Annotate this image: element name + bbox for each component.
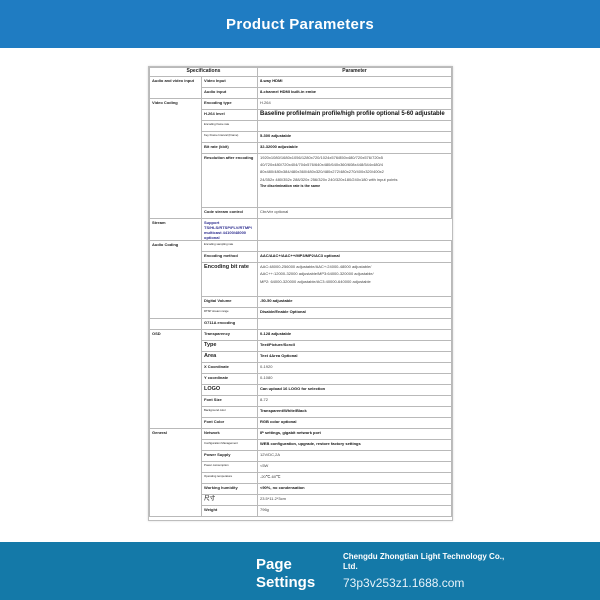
spec-item-cell: Background color: [202, 407, 258, 418]
spec-value-cell: 8-way HDMI: [258, 77, 452, 88]
spec-item-cell: Working humidity: [202, 484, 258, 495]
category-cell: Audio and video input: [150, 77, 202, 99]
spec-item-cell: Digital Volume: [202, 297, 258, 308]
param-header: Parameter: [258, 68, 452, 77]
spec-item-cell: Video Input: [202, 77, 258, 88]
company-name: Chengdu Zhongtian Light Technology Co., Ltd.: [343, 552, 505, 571]
spec-item-cell: Encoding method: [202, 252, 258, 263]
footer-title: Page Settings: [256, 556, 316, 591]
category-cell: Video Coding: [150, 99, 202, 219]
spec-value-cell: 0-1920: [258, 363, 452, 374]
spec-item-cell: Encoding frame rate: [202, 121, 258, 132]
table-row: [150, 319, 452, 330]
spec-value-cell: RGB color optional: [258, 418, 452, 429]
spec-item-cell: LOGO: [202, 385, 258, 396]
spec-item-cell: Type: [202, 341, 258, 352]
spec-value-cell: H.264: [258, 99, 452, 110]
category-cell: General: [150, 429, 202, 517]
spec-value-cell: AAC/AAC+/AAC++/MP3/MP2/AC3 optional: [258, 252, 452, 263]
spec-item-cell: Network: [202, 429, 258, 440]
spec-value-cell: <5W: [258, 462, 452, 473]
value-line: MP2: 64000-320000 adjustable/AC3:40000-640000 adjustable: [260, 278, 371, 284]
spec-sheet: [148, 66, 453, 521]
spec-item-cell: G711A encoding: [202, 319, 258, 330]
spec-value-cell: <90%, no condensation: [258, 484, 452, 495]
table-header-row: [150, 68, 452, 77]
spec-value-cell: Text/Picture/Scroll: [258, 341, 452, 352]
spec-value-cell: WEB configuration, upgrade, restore factory settings: [258, 440, 452, 451]
spec-value-cell: 0-128 adjustable: [258, 330, 452, 341]
spec-table: [149, 67, 452, 517]
spec-header: Specifications: [150, 68, 258, 77]
table-row: [150, 241, 452, 252]
spec-item-cell: 尺寸: [202, 495, 258, 506]
spec-value-cell: 796g: [258, 506, 452, 517]
spec-item-cell: Y coordinate: [202, 374, 258, 385]
spec-item-cell: Encoding type: [202, 99, 258, 110]
category-cell: OSD: [150, 330, 202, 429]
spec-value-cell: Disable/Enable Optional: [258, 308, 452, 319]
spec-item-cell: Audio input: [202, 88, 258, 99]
spec-item-cell: X Coordinate: [202, 363, 258, 374]
spec-item-cell: RTSP stream range: [202, 308, 258, 319]
spec-item-cell: Code stream control: [202, 208, 258, 219]
category-cell: [150, 319, 202, 330]
spec-item-cell: Font Color: [202, 418, 258, 429]
spec-item-cell: Operating temperature: [202, 473, 258, 484]
spec-value-cell: [258, 263, 452, 297]
value-line: 1920x1080/1680x1056/1280x720/1024x576/850x480/720x576/720x5: [260, 154, 383, 160]
page-header: [0, 0, 600, 48]
spec-value-cell: 5-300 adjustable: [258, 132, 452, 143]
spec-value-cell: 8-channel HDMI built-in embe: [258, 88, 452, 99]
value-line: 40/720x480/720x404/704x576/640x480/640x360/608x448/544x480/4: [260, 162, 383, 168]
spec-value-cell: [258, 121, 452, 132]
table-row: [150, 429, 452, 440]
spec-value-cell: Cbr/vbr optional: [258, 208, 452, 219]
table-row: [150, 77, 452, 88]
spec-value-cell: [258, 319, 452, 330]
table-row: [150, 219, 452, 241]
spec-value-cell: [258, 154, 452, 208]
spec-value-cell: 12V/DC,2A: [258, 451, 452, 462]
spec-value-cell: Baseline profile/main profile/high profile optional 5-60 adjustable: [258, 110, 452, 121]
footer-bar: [0, 542, 600, 600]
spec-value-cell: Transparent/White/Black: [258, 407, 452, 418]
spec-item-cell: Configuration Management: [202, 440, 258, 451]
table-row: [150, 330, 452, 341]
spec-item-cell: Bit rate (kbit): [202, 143, 258, 154]
value-line: AAC++:12000-32000 adjustable/MP3:64000-320000 adjustable/: [260, 271, 374, 277]
spec-item-cell: Area: [202, 352, 258, 363]
spec-value-cell: Text 4Area Optional: [258, 352, 452, 363]
value-line: 24/352x 480/352x 288/320x 256/320x 240/320x180/240x180 with input points: [260, 176, 398, 182]
spec-value-cell: 23.5*11.2*3cm: [258, 495, 452, 506]
value-line: AAC:48000-256000 adjustable/AAC+:24000-48000 adjustable/: [260, 264, 372, 270]
spec-item-cell: Stream: [150, 219, 202, 241]
spec-item-cell: Power Supply: [202, 451, 258, 462]
spec-item-cell: Transparency: [202, 330, 258, 341]
spec-value-cell: -50-50 adjustable: [258, 297, 452, 308]
spec-value-cell: Can upload 16 LOGO for selection: [258, 385, 452, 396]
spec-item-cell: Resolution after encoding: [202, 154, 258, 208]
spec-item-cell: Key Frame Interval (Frame): [202, 132, 258, 143]
spec-value-cell: [258, 241, 452, 252]
website-link[interactable]: 73p3v253z1.1688.com: [343, 576, 465, 590]
spec-value-cell: 0-1080: [258, 374, 452, 385]
spec-value-cell: -20℃-60℃: [258, 473, 452, 484]
value-line: 80x480/480x384/480x360/480x320/480x272/480x270/400x320/400x2: [260, 169, 384, 175]
value-line: The discrimination rate is the same: [260, 184, 321, 189]
spec-value-cell: Support TS/HLS/RTSP/FLV/RTMP/ multicast 44100/48000 optional: [202, 219, 258, 241]
page-title: Product Parameters: [226, 15, 374, 33]
table-row: [150, 99, 452, 110]
spec-value-cell: IP settings, gigabit network port: [258, 429, 452, 440]
spec-item-cell: Weight: [202, 506, 258, 517]
spec-item-cell: Encoding bit rate: [202, 263, 258, 297]
spec-value-cell: 32-32000 adjustable: [258, 143, 452, 154]
spec-item-cell: Encoding sampling rate: [202, 241, 258, 252]
category-cell: Audio Coding: [150, 241, 202, 319]
spec-item-cell: Font Size: [202, 396, 258, 407]
spec-item-cell: Power consumption: [202, 462, 258, 473]
spec-value-cell: 8-72: [258, 396, 452, 407]
spec-item-cell: H.264 level: [202, 110, 258, 121]
spec-table-body: [150, 77, 452, 517]
